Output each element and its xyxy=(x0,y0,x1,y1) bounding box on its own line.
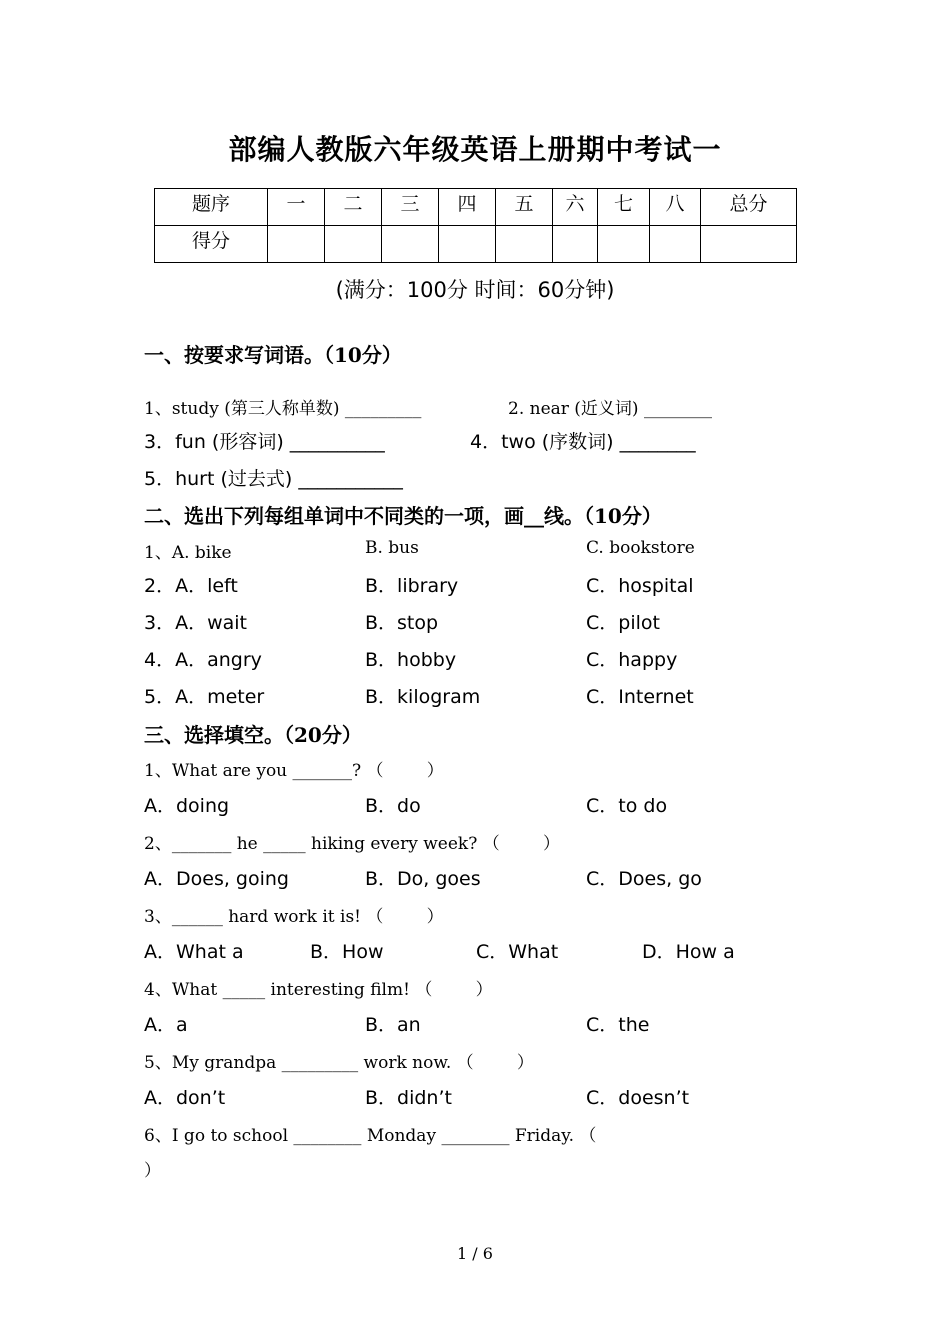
page-number: 1 / 6 xyxy=(457,1244,493,1263)
section2-option: 3．A．wait xyxy=(144,612,247,634)
section2-option: C. bookstore xyxy=(586,538,695,558)
section3-question-5: 5、My grandpa _________ work now. （ ） xyxy=(144,1053,534,1073)
section2-option: 2．A．left xyxy=(144,575,238,597)
section2-option: 1、A. bike xyxy=(144,543,232,563)
score-header-cell: 二 xyxy=(325,189,382,226)
score-header-cell: 六 xyxy=(553,189,598,226)
score-table-score-row xyxy=(155,226,797,263)
section3-option: B．How xyxy=(310,941,384,963)
section3-option: A．a xyxy=(144,1014,188,1036)
section3-option: C．doesn’t xyxy=(586,1087,690,1109)
section3-option: B．didn’t xyxy=(365,1087,452,1109)
section3-option: A．Does, going xyxy=(144,868,289,890)
section2-option: 4．A．angry xyxy=(144,649,262,671)
section2-option: B．hobby xyxy=(365,649,457,671)
section3-question-3: 3、______ hard work it is! （ ） xyxy=(144,907,444,927)
section2-option: B. bus xyxy=(365,538,419,558)
score-row-label: 得分 xyxy=(155,226,268,263)
section2-option: C．hospital xyxy=(586,575,694,597)
section3-question-2: 2、_______ he _____ hiking every week? （ ） xyxy=(144,834,560,854)
section3-option: B．Do, goes xyxy=(365,868,481,890)
section2-option: B．library xyxy=(365,575,459,597)
score-header-cell: 四 xyxy=(439,189,496,226)
section3-option: A．doing xyxy=(144,795,230,817)
score-header-cell: 总分 xyxy=(701,189,797,226)
section2-heading: 二、选出下列每组单词中不同类的一项，画__线。（10分） xyxy=(144,504,662,528)
score-cell[interactable] xyxy=(382,226,439,263)
score-cell[interactable] xyxy=(325,226,382,263)
score-cell[interactable] xyxy=(553,226,598,263)
score-header-cell: 三 xyxy=(382,189,439,226)
section3-option: B．an xyxy=(365,1014,421,1036)
section3-question-4: 4、What _____ interesting film! （ ） xyxy=(144,980,493,1000)
score-cell[interactable] xyxy=(268,226,325,263)
section2-option: 5．A．meter xyxy=(144,686,265,708)
score-cell[interactable] xyxy=(496,226,553,263)
section3-question-6-continued: ） xyxy=(144,1161,161,1181)
section3-option: C．What xyxy=(476,941,559,963)
section2-option: C．pilot xyxy=(586,612,660,634)
section3-option: C．to do xyxy=(586,795,668,817)
score-header-cell: 七 xyxy=(598,189,650,226)
score-cell[interactable] xyxy=(598,226,650,263)
section1-question-5: 5．hurt (过去式) ___________ xyxy=(144,468,403,490)
section3-option: C．Does, go xyxy=(586,868,702,890)
exam-subtitle: (满分：100分 时间：60分钟) xyxy=(335,278,615,302)
section3-question-1: 1、What are you _______? （ ） xyxy=(144,761,444,781)
section1-question-1: 1、study (第三人称单数) _________ xyxy=(144,399,422,419)
score-header-cell: 一 xyxy=(268,189,325,226)
section2-option: C．happy xyxy=(586,649,678,671)
section3-heading: 三、选择填空。（20分） xyxy=(144,723,362,747)
section2-option: C．Internet xyxy=(586,686,694,708)
section3-question-6: 6、I go to school ________ Monday ________ Friday. （ xyxy=(144,1126,597,1146)
score-header-cell: 题序 xyxy=(155,189,268,226)
section3-option: A．What a xyxy=(144,941,244,963)
section1-question-4: 4．two (序数词) ________ xyxy=(470,431,696,453)
exam-title: 部编人教版六年级英语上册期中考试一 xyxy=(228,133,722,166)
score-header-cell: 五 xyxy=(496,189,553,226)
score-cell[interactable] xyxy=(701,226,797,263)
section3-option: A．don’t xyxy=(144,1087,226,1109)
score-table-header-row xyxy=(155,189,797,226)
section3-option: B．do xyxy=(365,795,421,817)
score-cell[interactable] xyxy=(650,226,701,263)
score-table xyxy=(154,188,797,263)
score-cell[interactable] xyxy=(439,226,496,263)
section1-heading: 一、按要求写词语。（10分） xyxy=(144,343,402,367)
section3-option: D．How a xyxy=(642,941,735,963)
section1-question-2: 2. near (近义词) ________ xyxy=(508,399,712,419)
section2-option: B．stop xyxy=(365,612,439,634)
section1-question-3: 3．fun (形容词) __________ xyxy=(144,431,385,453)
score-header-cell: 八 xyxy=(650,189,701,226)
section2-option: B．kilogram xyxy=(365,686,481,708)
section3-option: C．the xyxy=(586,1014,650,1036)
